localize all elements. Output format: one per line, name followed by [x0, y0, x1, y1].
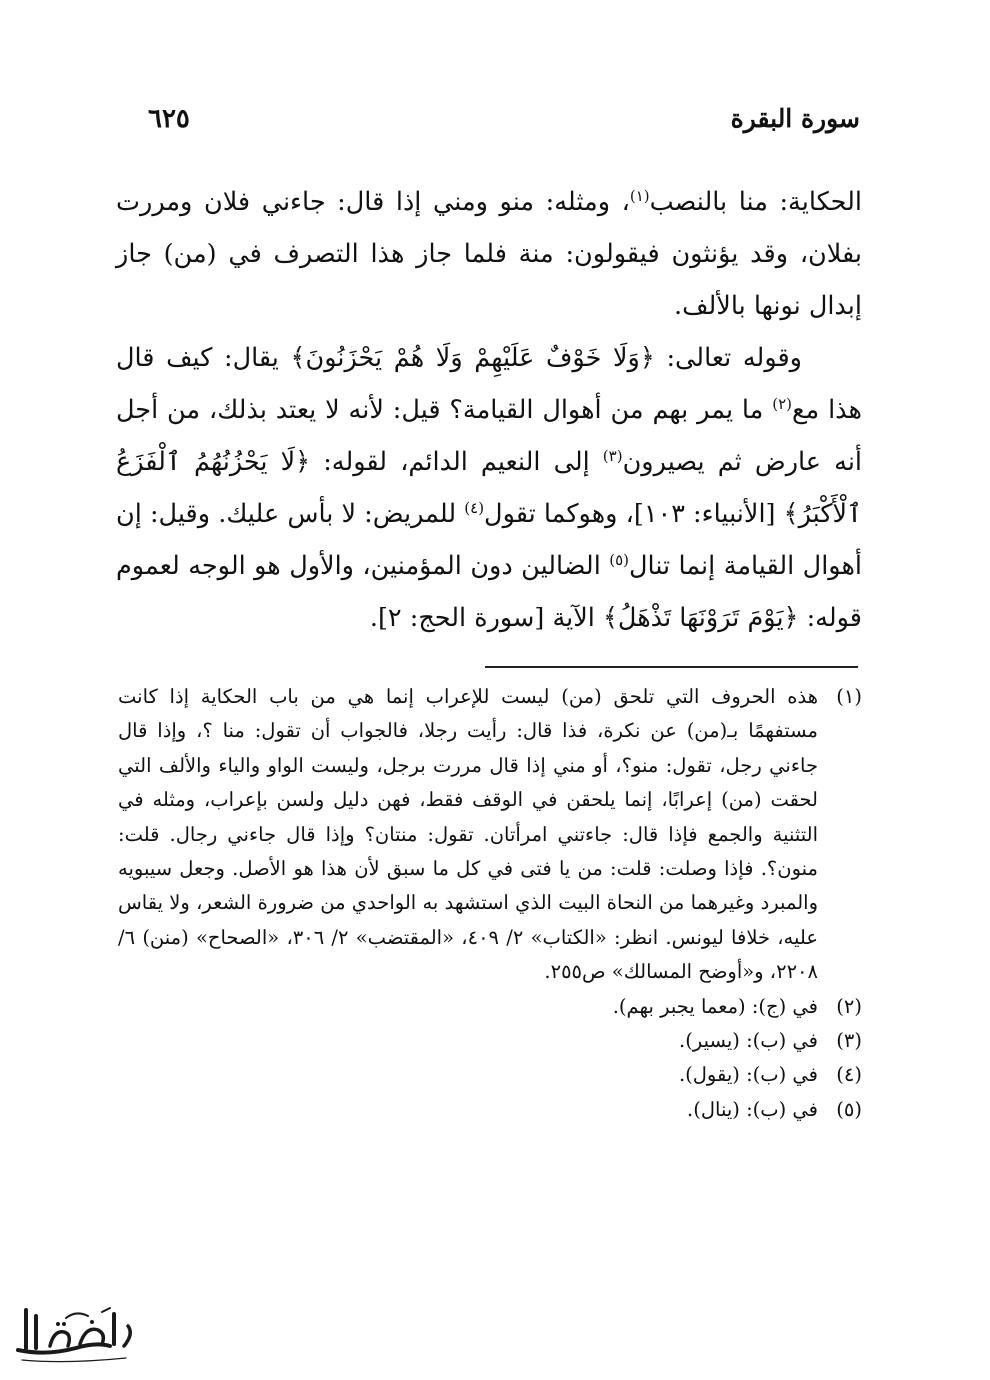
p2-text-a: وقوله تعالى: — [654, 343, 802, 373]
footnote-ref-4[interactable]: (٤) — [464, 499, 485, 517]
p2-text-e: [الأنبياء: ١٠٣]، وهوكما تقول — [484, 499, 784, 529]
watermark-logo — [6, 1290, 146, 1370]
footnote-ref-3[interactable]: (٣) — [602, 447, 623, 465]
footnote-number: (٣) — [836, 1029, 862, 1053]
p2-text-g: الضالين دون المؤمنين، والأول هو الوجه لعموم قوله: — [116, 551, 862, 633]
p2-text-b: يقال: كيف قال هذا مع — [116, 343, 862, 425]
page-number: ٦٢٥ — [148, 104, 190, 134]
footnote-3 — [118, 1024, 862, 1058]
footnote-number: (٥) — [836, 1097, 862, 1121]
p2-text-d: إلى النعيم الدائم، لقوله: — [310, 447, 603, 477]
paragraph-1 — [116, 176, 862, 332]
quran-verse-3: ﴿يَوْمَ تَرَوْنَهَا تَذْهَلُ﴾ — [602, 603, 799, 633]
footnote-ref-5[interactable]: (٥) — [609, 551, 630, 569]
footnote-5 — [118, 1093, 862, 1127]
footnote-4 — [118, 1058, 862, 1092]
running-header — [118, 104, 860, 144]
p1-text-a: الحكاية: منا بالنصب — [649, 187, 862, 217]
footnote-2 — [118, 990, 862, 1024]
footnote-ref-1[interactable]: (١) — [629, 187, 650, 205]
p1-text-b: ، ومثله: منو ومني إذا قال: جاءني فلان ومررت بفلان، وقد يؤنثون فيقولون: منة فلما جاز هذا التصرف في (من) جاز إبدال نونها بالألف. — [116, 187, 862, 321]
surah-title: سورة البقرة — [730, 104, 860, 133]
footnote-number: (١) — [836, 685, 862, 708]
p2-text-f: للمريض: لا بأس عليك. وقيل: إن أهوال القيامة إنما تنال — [116, 499, 862, 581]
footnote-text: في (ج): (معما يجبر بهم). — [612, 994, 818, 1018]
footnote-separator — [485, 666, 858, 668]
footnote-number: (٤) — [836, 1063, 862, 1087]
footnote-text: في (ب): (ينال). — [687, 1097, 818, 1121]
footnote-1 — [118, 680, 862, 990]
p2-text-h: الآية [سورة الحج: ٢]. — [369, 603, 603, 633]
main-text — [116, 176, 862, 644]
footnote-number: (٢) — [836, 994, 862, 1018]
p2-text-c: ما يمر بهم من أهوال القيامة؟ قيل: لأنه لا يعتد بذلك، من أجل أنه عارض ثم يصيرون — [116, 395, 862, 477]
paragraph-2 — [116, 332, 862, 644]
quran-verse-1: ﴿وَلَا خَوْفٌ عَلَيْهِمْ وَلَا هُمْ يَحْزَنُونَ﴾ — [290, 343, 655, 373]
footnotes — [118, 680, 862, 1127]
footnote-text: هذه الحروف التي تلحق (من) ليست للإعراب إنما هي من باب الحكاية إذا كانت مستفهمًا بـ(من) عن نكرة، فذا قال: رأيت رجلا، فالجواب أن تقول: منا ؟، وإذا قال جاءني رجل، تقول: منو؟، أو مني إذا قال مررت برجل، وليست الواو والياء والألف التي لحقت (من) إعرابًا، إنما يلحقن في الوقف فقط، فهن دليل ولسن بإعراب، ومثله في التثنية والجمع فإذا قال: جاءتني امرأتان. تقول: منتان؟ وإذا قال جاءني رجال. قلت: منون؟. فإذا وصلت: قلت: من يا فتى في كل ما سبق لأن هذا هو الأصل. وجعل سيبويه والمبرد وغيرهما من النحاة البيت الذي استشهد به الواحدي من ضرورة الشعر، ولا يقاس عليه، خلافا ليونس. انظر: «الكتاب» ٢/ ٤٠٩، «المقتضب» ٢/ ٣٠٦، «الصحاح» (منن) ٦/ ٢٢٠٨، و«أوضح المسالك» ص٢٥٥. — [118, 685, 818, 984]
footnote-ref-2[interactable]: (٢) — [772, 395, 792, 413]
quran-verse-2: ﴿لَا يَحْزُنُهُمُ ٱلْفَزَعُ ٱلْأَكْبَرُ﴾ — [116, 447, 862, 529]
footnote-text: في (ب): (يقول). — [678, 1063, 818, 1087]
footnote-text: في (ب): (يسير). — [679, 1029, 818, 1053]
